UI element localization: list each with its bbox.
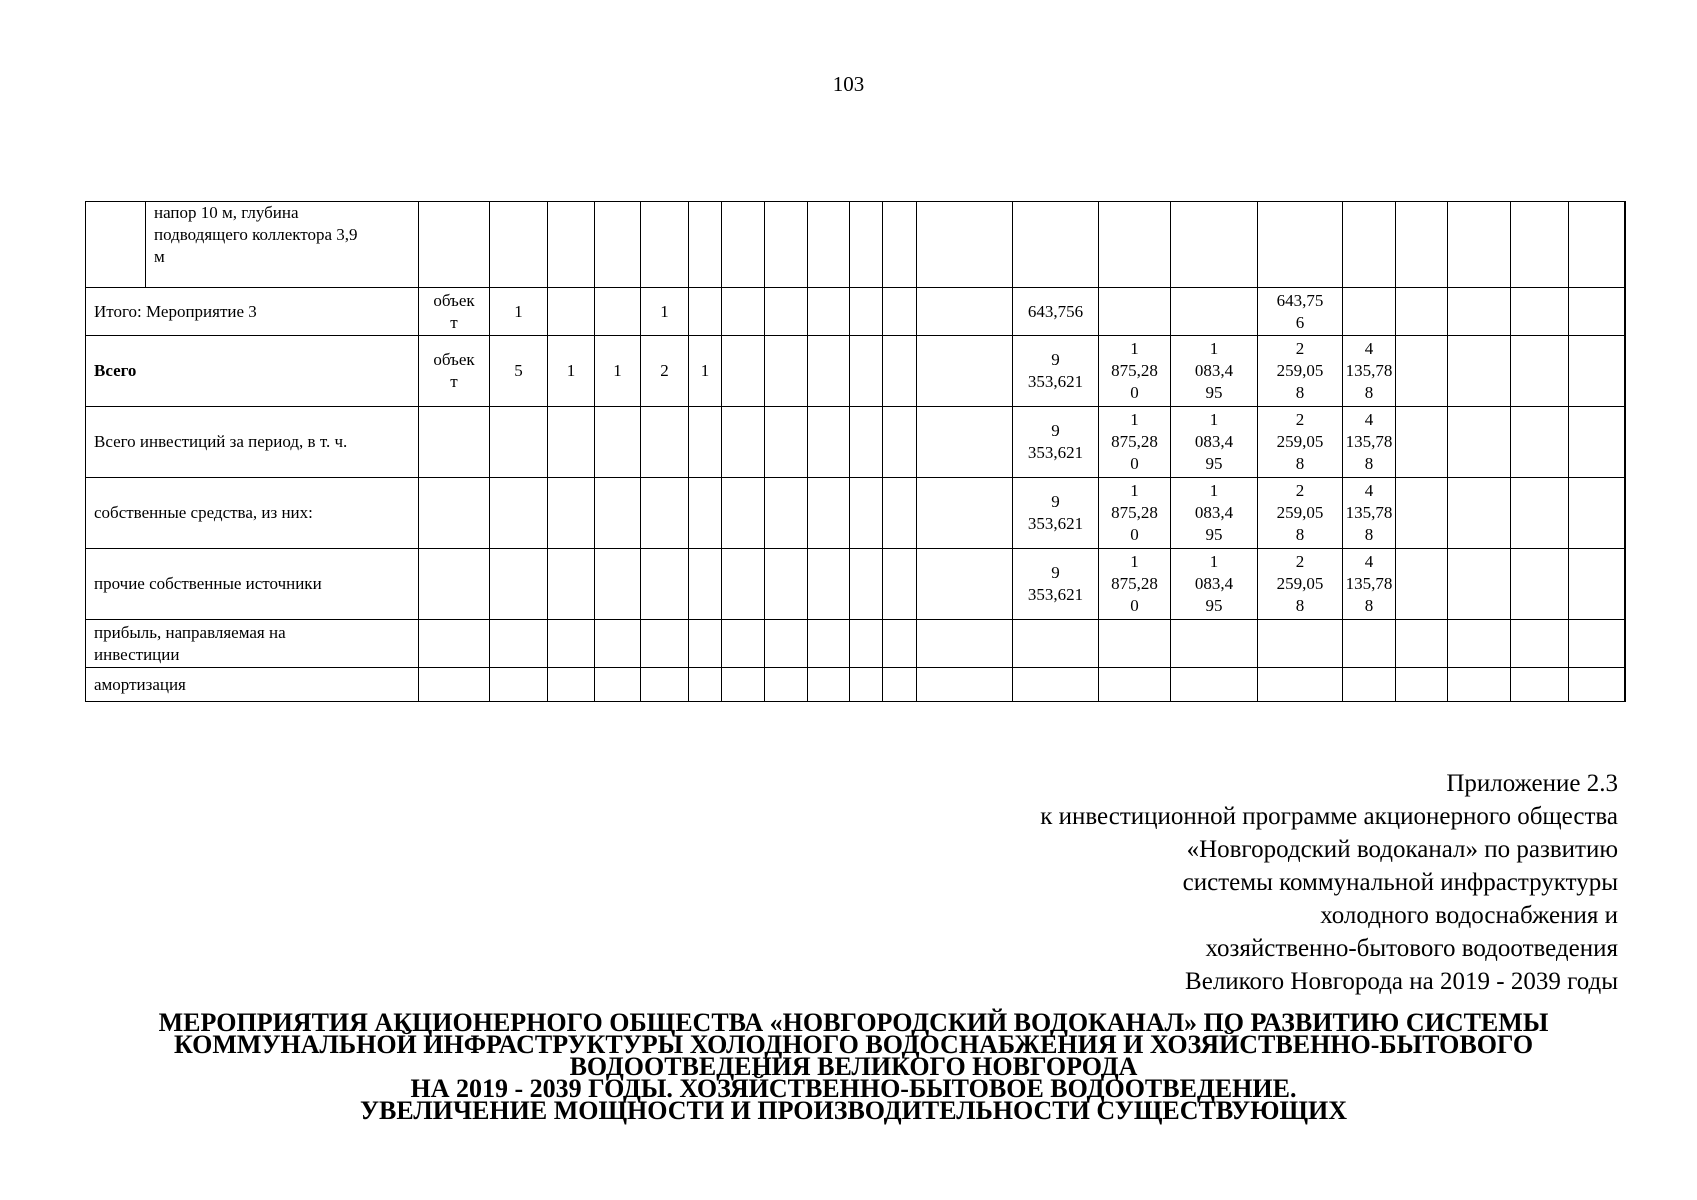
table-row [86, 288, 1626, 336]
empty-cell [850, 478, 883, 549]
sum-cell [1099, 549, 1171, 620]
count-cell [548, 407, 595, 478]
count-cell [595, 288, 641, 336]
table-row [86, 202, 1626, 288]
sum-cell-text: 1 083,4 95 [1194, 552, 1234, 615]
sum-cell-text: 2 259,05 8 [1276, 339, 1324, 402]
count-cell [641, 668, 689, 702]
sum-cell [1343, 288, 1396, 336]
empty-cell [765, 668, 808, 702]
empty-cell [808, 202, 850, 288]
empty-cell [1448, 668, 1511, 702]
sum-cell [1171, 336, 1258, 407]
count-cell-text: 1 [514, 301, 523, 321]
count-cell [490, 202, 548, 288]
empty-cell [1396, 478, 1448, 549]
count-cell [689, 668, 722, 702]
page-number: 103 [832, 72, 865, 96]
unit-cell-text: объек т [433, 290, 475, 332]
empty-cell [850, 668, 883, 702]
empty-cell [1569, 620, 1625, 668]
sum-cell [1013, 202, 1099, 288]
sum-cell [1013, 549, 1099, 620]
row-label [86, 407, 419, 478]
empty-cell [1396, 288, 1448, 336]
empty-cell [1625, 620, 1626, 668]
row-label-text: прибыль, направляемая на инвестиции [94, 622, 286, 664]
sum-cell [1099, 336, 1171, 407]
sum-cell-text: 1 875,28 0 [1111, 552, 1158, 615]
sum-cell [1099, 478, 1171, 549]
count-cell [490, 668, 548, 702]
empty-cell [1569, 478, 1625, 549]
empty-cell [850, 336, 883, 407]
empty-cell [765, 202, 808, 288]
empty-cell [765, 336, 808, 407]
sum-cell-text: 2 259,05 8 [1276, 410, 1324, 473]
empty-cell [1569, 202, 1625, 288]
count-cell [641, 288, 689, 336]
empty-cell [917, 668, 1013, 702]
sum-cell-text: 9 353,621 [1027, 492, 1084, 533]
sum-cell-text: 1 083,4 95 [1194, 410, 1234, 473]
count-cell-text: 5 [514, 361, 523, 381]
empty-cell [917, 202, 1013, 288]
sum-cell [1343, 202, 1396, 288]
sum-cell [1343, 620, 1396, 668]
sum-cell [1258, 668, 1343, 702]
sum-cell-text: 4 135,78 8 [1345, 410, 1393, 473]
empty-cell [883, 620, 917, 668]
table-row [86, 549, 1626, 620]
empty-cell [883, 407, 917, 478]
row-label-text: Всего [94, 361, 137, 381]
empty-cell [1396, 549, 1448, 620]
unit-cell [419, 288, 490, 336]
empty-cell [1511, 549, 1569, 620]
count-cell [548, 202, 595, 288]
row-sublabel [146, 202, 419, 288]
sum-cell [1343, 336, 1396, 407]
count-cell [548, 288, 595, 336]
sum-cell-text: 9 353,621 [1027, 421, 1084, 462]
count-cell [689, 336, 722, 407]
empty-cell [1569, 668, 1625, 702]
heading-line: КОММУНАЛЬНОЙ ИНФРАСТРУКТУРЫ ХОЛОДНОГО ВОДОСНАБЖЕНИЯ И ХОЗЯЙСТВЕННО-БЫТОВОГО [173, 1030, 1534, 1059]
empty-cell [808, 478, 850, 549]
count-cell [548, 620, 595, 668]
empty-cell [1448, 478, 1511, 549]
empty-cell [917, 620, 1013, 668]
appendix-line: хозяйственно-бытового водоотведения [1205, 935, 1618, 962]
empty-cell [1396, 620, 1448, 668]
row-label-text: амортизация [94, 674, 186, 694]
count-cell [689, 620, 722, 668]
sum-cell [1099, 288, 1171, 336]
empty-cell [1396, 668, 1448, 702]
row-label [86, 478, 419, 549]
count-cell [641, 202, 689, 288]
table-row [86, 668, 1626, 702]
empty-cell [1625, 202, 1626, 288]
unit-cell [419, 668, 490, 702]
count-cell [548, 668, 595, 702]
index-cell [86, 202, 146, 288]
empty-cell [1448, 549, 1511, 620]
empty-cell [765, 288, 808, 336]
unit-cell-text: объек т [433, 350, 475, 391]
row-label [86, 668, 419, 702]
empty-cell [883, 478, 917, 549]
empty-cell [808, 620, 850, 668]
count-cell-text: 1 [700, 361, 710, 381]
sum-cell [1258, 336, 1343, 407]
count-cell [490, 336, 548, 407]
empty-cell [1396, 407, 1448, 478]
empty-cell [722, 336, 765, 407]
sum-cell [1258, 407, 1343, 478]
sum-cell [1258, 620, 1343, 668]
empty-cell [1625, 407, 1626, 478]
sum-cell-text: 1 875,28 0 [1111, 481, 1158, 544]
empty-cell [1511, 407, 1569, 478]
count-cell [595, 407, 641, 478]
sum-cell-text: 4 135,78 8 [1345, 481, 1393, 544]
row-label-text: собственные средства, из них: [94, 503, 313, 523]
unit-cell [419, 336, 490, 407]
sum-cell [1258, 202, 1343, 288]
empty-cell [883, 668, 917, 702]
count-cell [689, 202, 722, 288]
empty-cell [1625, 668, 1626, 702]
sum-cell-text: 9 353,621 [1027, 563, 1084, 604]
empty-cell [1569, 549, 1625, 620]
empty-cell [722, 478, 765, 549]
empty-cell [808, 288, 850, 336]
empty-cell [1511, 478, 1569, 549]
empty-cell [722, 668, 765, 702]
empty-cell [722, 288, 765, 336]
row-label [86, 288, 419, 336]
sum-cell [1013, 336, 1099, 407]
empty-cell [1396, 202, 1448, 288]
sum-cell [1171, 407, 1258, 478]
empty-cell [1511, 336, 1569, 407]
row-label-text: прочие собственные источники [94, 574, 322, 594]
sum-cell-text: 1 875,28 0 [1111, 410, 1158, 473]
empty-cell [850, 549, 883, 620]
count-cell [490, 407, 548, 478]
empty-cell [808, 668, 850, 702]
sum-cell [1013, 288, 1099, 336]
sum-cell [1099, 407, 1171, 478]
heading-line: УВЕЛИЧЕНИЕ МОЩНОСТИ И ПРОИЗВОДИТЕЛЬНОСТИ СУЩЕСТВУЮЩИХ [359, 1096, 1348, 1125]
empty-cell [917, 407, 1013, 478]
empty-cell [1511, 202, 1569, 288]
sum-cell-text: 2 259,05 8 [1276, 552, 1324, 615]
empty-cell [1625, 549, 1626, 620]
sum-cell [1099, 202, 1171, 288]
empty-cell [883, 202, 917, 288]
sum-cell [1343, 549, 1396, 620]
sum-cell [1171, 202, 1258, 288]
row-label [86, 620, 419, 668]
empty-cell [850, 407, 883, 478]
count-cell [595, 668, 641, 702]
empty-cell [1511, 288, 1569, 336]
empty-cell [1625, 478, 1626, 549]
empty-cell [722, 407, 765, 478]
row-sublabel-text: напор 10 м, глубина подводящего коллектора 3,9 м [154, 203, 358, 266]
empty-cell [765, 549, 808, 620]
empty-cell [808, 549, 850, 620]
sum-cell [1099, 668, 1171, 702]
row-label [86, 549, 419, 620]
document-heading [85, 1008, 1622, 1125]
empty-cell [883, 288, 917, 336]
count-cell [689, 478, 722, 549]
sum-cell [1099, 620, 1171, 668]
appendix-line: Приложение 2.3 [1446, 770, 1618, 797]
sum-cell [1171, 478, 1258, 549]
count-cell [641, 336, 689, 407]
sum-cell [1343, 668, 1396, 702]
empty-cell [1569, 336, 1625, 407]
sum-cell [1258, 288, 1343, 336]
row-label-text: Всего инвестиций за период, в т. ч. [94, 432, 348, 452]
table-row [86, 620, 1626, 668]
unit-cell [419, 620, 490, 668]
count-cell [641, 478, 689, 549]
table-row [86, 478, 1626, 549]
count-cell [595, 336, 641, 407]
sum-cell [1013, 668, 1099, 702]
empty-cell [1625, 336, 1626, 407]
sum-cell-text: 643,756 [1027, 301, 1084, 321]
sum-cell-text: 9 353,621 [1027, 350, 1084, 391]
count-cell [641, 549, 689, 620]
count-cell-text: 1 [660, 301, 669, 321]
sum-cell-text: 2 259,05 8 [1276, 481, 1324, 544]
count-cell [689, 407, 722, 478]
count-cell [641, 407, 689, 478]
empty-cell [1511, 668, 1569, 702]
empty-cell [808, 336, 850, 407]
appendix-line: холодного водоснабжения и [1320, 902, 1618, 929]
empty-cell [1448, 336, 1511, 407]
sum-cell [1171, 668, 1258, 702]
sum-cell-text: 4 135,78 8 [1345, 339, 1393, 402]
empty-cell [1396, 336, 1448, 407]
count-cell [689, 549, 722, 620]
empty-cell [1511, 620, 1569, 668]
count-cell [595, 549, 641, 620]
appendix-line: к инвестиционной программе акционерного общества [1040, 803, 1618, 830]
empty-cell [917, 288, 1013, 336]
appendix-line: системы коммунальной инфраструктуры [1182, 869, 1618, 896]
sum-cell-text: 1 875,28 0 [1111, 339, 1158, 402]
empty-cell [722, 202, 765, 288]
empty-cell [1625, 288, 1626, 336]
sum-cell [1171, 549, 1258, 620]
sum-cell [1013, 478, 1099, 549]
heading-line: МЕРОПРИЯТИЯ АКЦИОНЕРНОГО ОБЩЕСТВА «НОВГОРОДСКИЙ ВОДОКАНАЛ» ПО РАЗВИТИЮ СИСТЕМЫ [158, 1008, 1549, 1037]
empty-cell [765, 407, 808, 478]
heading-line: ВОДООТВЕДЕНИЯ ВЕЛИКОГО НОВГОРОДА [569, 1052, 1138, 1081]
sum-cell [1343, 478, 1396, 549]
count-cell [548, 336, 595, 407]
count-cell [548, 549, 595, 620]
sum-cell [1171, 620, 1258, 668]
count-cell [595, 478, 641, 549]
appendix-line: Великого Новгорода на 2019 - 2039 годы [1185, 968, 1618, 995]
count-cell-text: 1 [613, 361, 622, 381]
sum-cell-text: 1 083,4 95 [1194, 481, 1234, 544]
count-cell [490, 549, 548, 620]
sum-cell [1258, 549, 1343, 620]
count-cell [490, 620, 548, 668]
sum-cell [1013, 620, 1099, 668]
empty-cell [1448, 288, 1511, 336]
count-cell [689, 288, 722, 336]
appendix-note [718, 767, 1618, 998]
empty-cell [808, 407, 850, 478]
empty-cell [917, 478, 1013, 549]
empty-cell [1448, 407, 1511, 478]
empty-cell [1448, 202, 1511, 288]
sum-cell [1171, 288, 1258, 336]
sum-cell [1343, 407, 1396, 478]
empty-cell [883, 549, 917, 620]
empty-cell [722, 620, 765, 668]
count-cell [548, 478, 595, 549]
table-row [86, 336, 1626, 407]
unit-cell [419, 202, 490, 288]
row-label-text: Итого: Мероприятие 3 [94, 301, 257, 321]
count-cell [490, 288, 548, 336]
sum-cell-text: 643,75 6 [1276, 290, 1324, 332]
unit-cell [419, 549, 490, 620]
row-label [86, 336, 419, 407]
appendix-line: «Новгородский водоканал» по развитию [1186, 836, 1618, 863]
unit-cell [419, 407, 490, 478]
empty-cell [917, 549, 1013, 620]
empty-cell [722, 549, 765, 620]
empty-cell [1448, 620, 1511, 668]
empty-cell [917, 336, 1013, 407]
sum-cell [1013, 407, 1099, 478]
sum-cell-text: 4 135,78 8 [1345, 552, 1393, 615]
empty-cell [850, 620, 883, 668]
empty-cell [850, 288, 883, 336]
empty-cell [765, 620, 808, 668]
count-cell-text: 1 [566, 361, 576, 381]
count-cell [490, 478, 548, 549]
table-row [86, 407, 1626, 478]
unit-cell [419, 478, 490, 549]
count-cell-text: 2 [660, 361, 669, 381]
heading-line: НА 2019 - 2039 ГОДЫ. ХОЗЯЙСТВЕННО-БЫТОВОЕ ВОДООТВЕДЕНИЕ. [410, 1074, 1297, 1103]
empty-cell [765, 478, 808, 549]
empty-cell [1569, 407, 1625, 478]
count-cell [595, 202, 641, 288]
empty-cell [883, 336, 917, 407]
empty-cell [1569, 288, 1625, 336]
sum-cell [1258, 478, 1343, 549]
empty-cell [850, 202, 883, 288]
investment-table [85, 201, 1626, 702]
sum-cell-text: 1 083,4 95 [1194, 339, 1234, 402]
count-cell [595, 620, 641, 668]
count-cell [641, 620, 689, 668]
